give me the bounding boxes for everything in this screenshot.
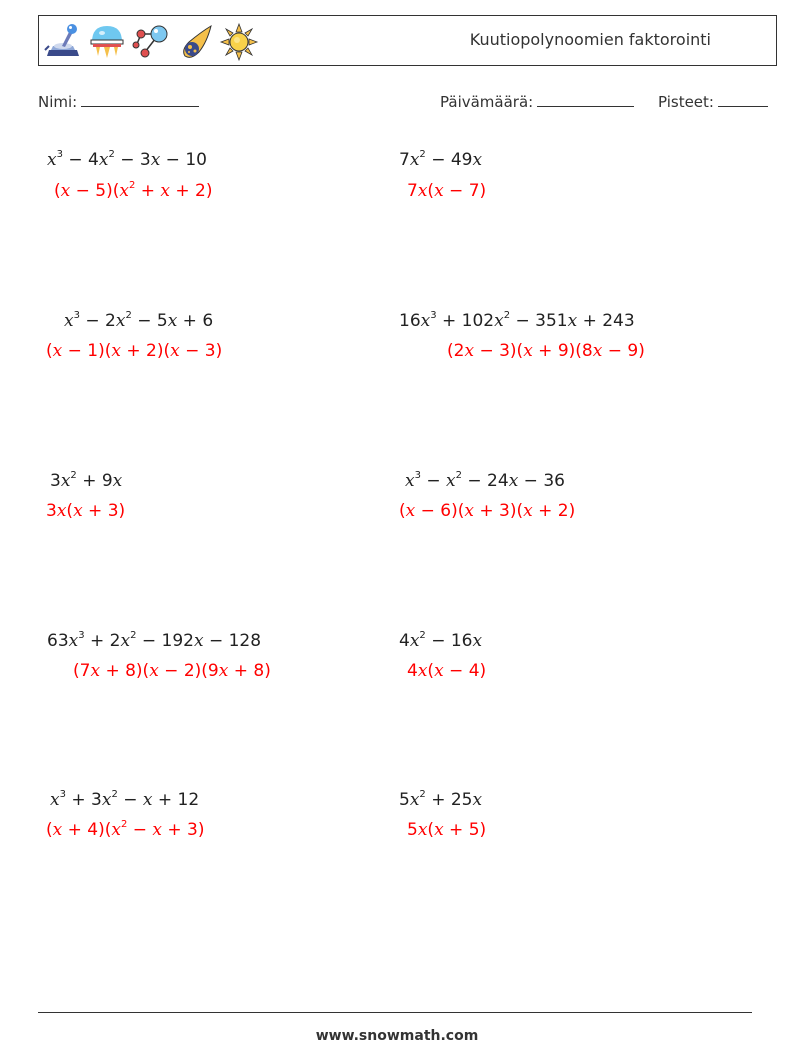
problem-question: $x^3 - 2x^2 - 5x + 6$ bbox=[64, 310, 214, 331]
problem-question: $63x^3 + 2x^2 - 192x - 128$ bbox=[47, 630, 262, 651]
sun-icon bbox=[219, 22, 259, 62]
problem-question: $7x^2 - 49x$ bbox=[399, 149, 483, 170]
problem-answer: (x − 6)(x + 3)(x + 2) bbox=[399, 501, 576, 521]
problem-answer: $(x - 5)(x^2 + x + 2)$ bbox=[54, 180, 213, 201]
problem-answer: 7x(x − 7) bbox=[407, 181, 487, 201]
problem-question: $4x^2 - 16x$ bbox=[399, 630, 483, 651]
problem-question: $3x^2 + 9x$ bbox=[50, 470, 123, 491]
joystick-icon bbox=[43, 22, 83, 62]
name-field bbox=[38, 92, 199, 111]
worksheet-title: Kuutiopolynoomien faktorointi bbox=[469, 30, 711, 49]
problem-answer: (2x − 3)(x + 9)(8x − 9) bbox=[447, 341, 645, 361]
molecule-icon bbox=[131, 22, 171, 62]
problem-question: $x^3 + 3x^2 - x + 12$ bbox=[50, 789, 200, 810]
name-blank[interactable] bbox=[81, 92, 199, 107]
problem-question: $x^3 - x^2 - 24x - 36$ bbox=[405, 470, 565, 491]
jellyfish-robot-icon bbox=[87, 22, 127, 62]
problem-question: $5x^2 + 25x$ bbox=[399, 789, 483, 810]
problem-answer: (x − 1)(x + 2)(x − 3) bbox=[46, 341, 223, 361]
problem-answer: 3x(x + 3) bbox=[46, 501, 126, 521]
worksheet-header bbox=[38, 15, 777, 66]
score-field bbox=[658, 92, 768, 111]
date-label: Päivämäärä: bbox=[440, 93, 534, 111]
name-label: Nimi: bbox=[38, 93, 78, 111]
score-blank[interactable] bbox=[718, 92, 768, 107]
problem-answer: 5x(x + 5) bbox=[407, 820, 487, 840]
problem-answer: 4x(x − 4) bbox=[407, 661, 487, 681]
problem-question: $16x^3 + 102x^2 - 351x + 243$ bbox=[399, 310, 635, 331]
footer-divider bbox=[38, 1012, 752, 1013]
problem-answer: $(x + 4)(x^2 - x + 3)$ bbox=[46, 819, 205, 840]
date-blank[interactable] bbox=[537, 92, 634, 107]
problem-question: $x^3 - 4x^2 - 3x - 10$ bbox=[47, 149, 207, 170]
problem-answer: (7x + 8)(x − 2)(9x + 8) bbox=[73, 661, 271, 681]
footer-url: www.snowmath.com bbox=[315, 1028, 479, 1044]
header-icons bbox=[43, 22, 259, 62]
score-label: Pisteet: bbox=[658, 93, 714, 111]
date-field bbox=[440, 92, 634, 111]
comet-icon bbox=[175, 22, 215, 62]
